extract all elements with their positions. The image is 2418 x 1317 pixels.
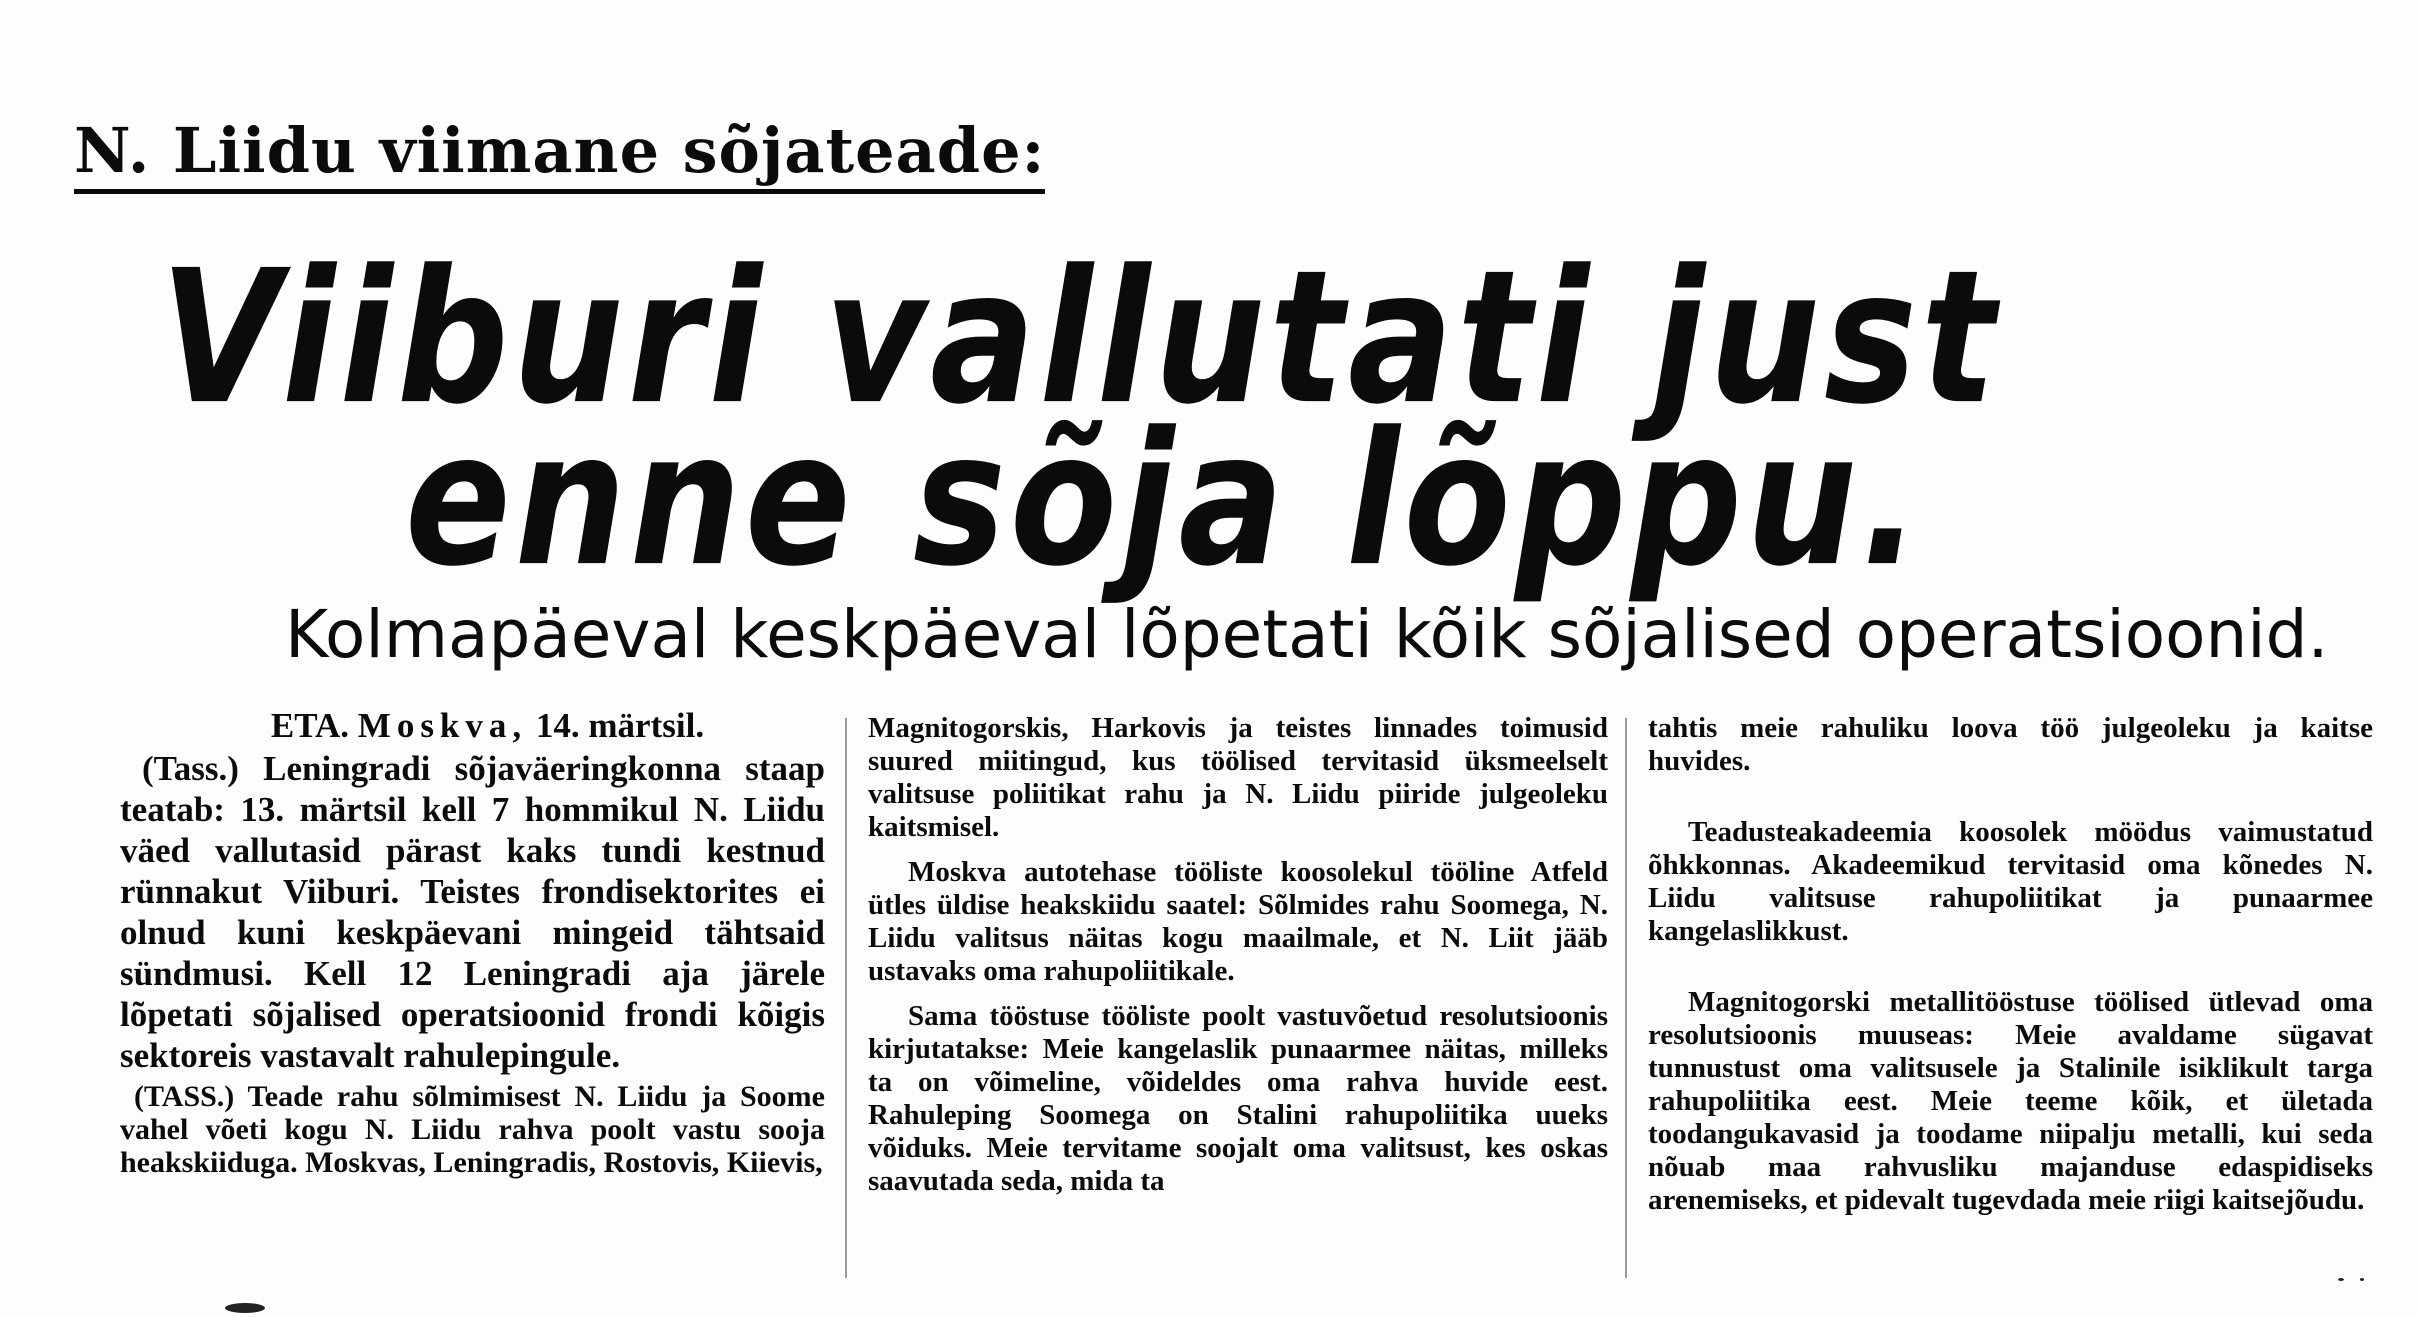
paragraph: (TASS.) Teade rahu sõlmimisest N. Liidu ja Soome vahel võeti kogu N. Liidu rahva poolt vastu sooja heakskiiduga. Moskvas, Leningradis, Rostovis, Kiievis, xyxy=(120,1080,825,1179)
paragraph: Teadusteakadeemia koosolek möödus vaimustatud õhkkonnas. Akadeemikud tervitasid oma kõnedes N. Liidu valitsuse rahupoliitikat ja punaarmee kangelaslikkust. xyxy=(1648,816,2373,947)
paragraph: Magnitogorskis, Harkovis ja teistes linnades toimusid suured miitingud, kus töölised tervitasid üksmeelselt valitsuse poliitikat rahu ja N. Liidu piiride julgeoleku kaitsmisel. xyxy=(868,712,1608,843)
article-column-2 xyxy=(868,712,1608,1210)
column-divider xyxy=(1625,718,1627,1278)
headline-line-1: Viiburi vallutati just xyxy=(160,230,2000,445)
paragraph: Moskva autotehase tööliste koosolekul tööline Atfeld ütles üldise heakskiidu saatel: Sõlmides rahu Soomega, N. Liidu valitsus näitas kogu maailmale, et N. Liit jääb ustavaks oma rahupoliitikale. xyxy=(868,856,1608,987)
print-speck xyxy=(2360,1278,2364,1281)
dateline xyxy=(120,705,825,746)
headline-line-2: enne sõja lõppu. xyxy=(405,392,1925,607)
paragraph: Magnitogorski metallitööstuse töölised ütlevad oma resolutsioonis muuseas: Meie avaldame sügavat tunnustust oma valitsusele ja Stalinile isiklikult targa rahupoliitika eest. Meie teeme kõik, et ületada toodangukavasid ja toodame niipalju metalli, kui seda nõuab maa rahvusliku majanduse edaspidiseks arenemiseks, et pidevalt tugevdada meie riigi kaitsejõudu. xyxy=(1648,986,2373,1216)
print-speck xyxy=(225,1303,265,1313)
article-column-3 xyxy=(1648,712,2373,1229)
paragraph: Sama tööstuse tööliste poolt vastuvõetud resolutsioonis kirjutatakse: Meie kangelaslik punaarmee näitas, milleks ta on võimeline, võideldes oma rahva huvide eest. Rahuleping Soomega on Stalini rahupoliitika uueks võiduks. Meie tervitame soojalt oma valitsust, kes oskas saavutada seda, mida ta xyxy=(868,1000,1608,1197)
article-column-1 xyxy=(120,705,825,1179)
dateline-agency: ETA. xyxy=(270,706,350,745)
dateline-date: 14. märtsil. xyxy=(535,706,705,745)
print-speck xyxy=(2338,1278,2344,1281)
paragraph: (Tass.) Leningradi sõjaväeringkonna staap teatab: 13. märtsil kell 7 hommikul N. Liidu väed vallutasid pärast kaks tundi kestnud rünnakut Viiburi. Teistes frondisektorites ei olnud kuni keskpäevani mingeid tähtsaid sündmusi. Kell 12 Leningradi aja järele lõpetati sõjalised operatsioonid frondi kõigis sektoreis vastavalt rahulepingule. xyxy=(120,749,825,1075)
kicker-heading: N. Liidu viimane sõjateade: xyxy=(74,118,1045,194)
subheadline: Kolmapäeval keskpäeval lõpetati kõik sõjalised operatsioonid. xyxy=(285,596,2329,673)
column-divider xyxy=(845,718,847,1278)
paragraph: tahtis meie rahuliku loova töö julgeoleku ja kaitse huvides. xyxy=(1648,712,2373,777)
dateline-city: Moskva, xyxy=(357,706,528,745)
